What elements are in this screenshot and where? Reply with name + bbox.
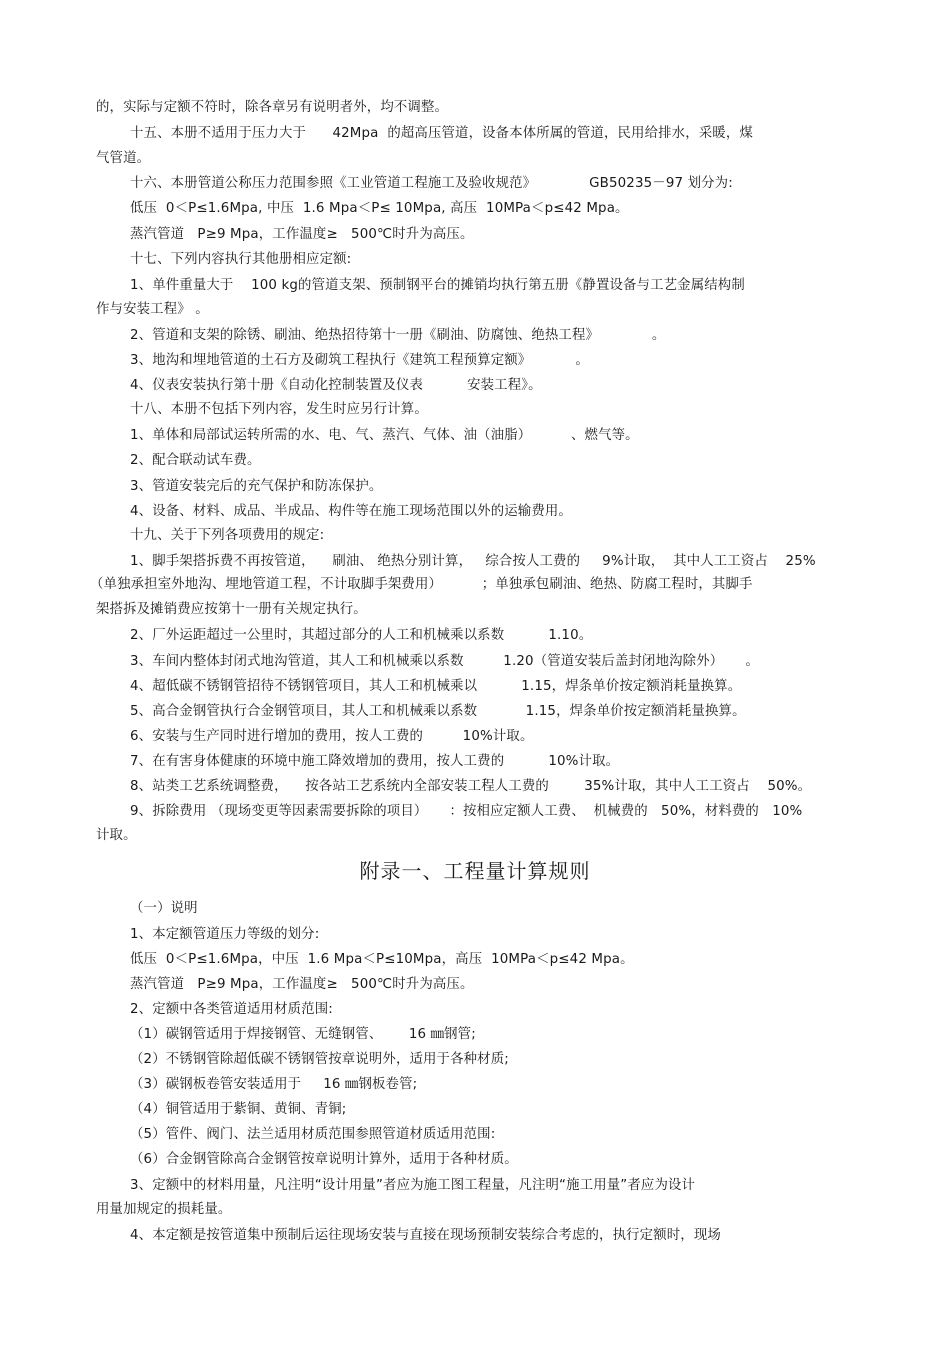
text-line: 架搭拆及摊销费应按第十一册有关规定执行。 <box>96 602 367 617</box>
text-line: 的，实际与定额不符时，除各章另有说明者外，均不调整。 <box>96 100 449 115</box>
text-line: （1）碳钢管适用于焊接钢管、无缝钢管、 16 ㎜钢管; <box>130 1027 476 1042</box>
text-line: 9、拆除费用 （现场变更等因素需要拆除的项目） ：按相应定额人工费、 机械费的 50%，材料费的 10% <box>130 804 803 819</box>
text-line: 十五、本册不适用于压力大于 42Mpa 的超高压管道，设备本体所属的管道，民用给排水，采暖，煤 <box>130 126 753 141</box>
text-line: （单独承担室外地沟、埋地管道工程，不计取脚手架费用） ；单独承包刷油、绝热、防腐工程时，其脚手 <box>90 577 753 592</box>
text-line: 3、管道安装完后的充气保护和防冻保护。 <box>130 479 383 494</box>
text-line: 2、配合联动试车费。 <box>130 453 261 468</box>
text-line: （3）碳钢板卷管安装适用于 16 ㎜钢板卷管; <box>130 1077 418 1092</box>
text-line: 4、超低碳不锈钢管招待不锈钢管项目，其人工和机械乘以 1.15，焊条单价按定额消耗量换算。 <box>130 679 742 694</box>
text-line: 用量加规定的损耗量。 <box>96 1202 232 1217</box>
text-line: 气管道。 <box>96 151 151 166</box>
text-line: 十七、下列内容执行其他册相应定额: <box>130 252 352 267</box>
text-line: 蒸汽管道 P≥9 Mpa，工作温度≥ 500℃时升为高压。 <box>130 227 474 242</box>
text-line: （一）说明 <box>130 901 198 916</box>
text-line: （2）不锈钢管除超低碳不锈钢管按章说明外，适用于各种材质; <box>130 1052 509 1067</box>
text-line: 3、车间内整体封闭式地沟管道，其人工和机械乘以系数 1.20（管道安装后盖封闭地沟除外） 。 <box>130 654 759 669</box>
text-line: 十六、本册管道公称压力范围参照《工业管道工程施工及验收规范》 GB50235－97 划分为: <box>130 176 733 191</box>
text-line: 十九、关于下列各项费用的规定: <box>130 528 325 543</box>
text-line: 7、在有害身体健康的环境中施工降效增加的费用，按人工费的 10%计取。 <box>130 754 620 769</box>
text-line: 低压 0＜P≤1.6Mpa, 中压 1.6 Mpa＜P≤ 10Mpa, 高压 10MPa＜p≤42 Mpa。 <box>130 201 629 216</box>
text-line: 蒸汽管道 P≥9 Mpa，工作温度≥ 500℃时升为高压。 <box>130 977 474 992</box>
text-line: 2、定额中各类管道适用材质范围: <box>130 1002 333 1017</box>
text-line: （6）合金钢管除高合金钢管按章说明计算外，适用于各种材质。 <box>130 1152 518 1167</box>
text-line: 6、安装与生产同时进行增加的费用，按人工费的 10%计取。 <box>130 729 534 744</box>
text-line: 4、本定额是按管道集中预制后运往现场安装与直接在现场预制安装综合考虑的，执行定额时，现场 <box>130 1228 721 1243</box>
text-line: 3、定额中的材料用量，凡注明“设计用量”者应为施工图工程量，凡注明“施工用量”者应为设计 <box>130 1178 696 1193</box>
text-line: （5）管件、阀门、法兰适用材质范围参照管道材质适用范围: <box>130 1127 496 1142</box>
text-line: 2、管道和支架的除锈、刷油、绝热招待第十一册《刷油、防腐蚀、绝热工程》 。 <box>130 328 666 343</box>
text-line: 8、站类工艺系统调整费， 按各站工艺系统内全部安装工程人工费的 35%计取，其中人工工资占 50%。 <box>130 779 812 794</box>
text-line: 4、仪表安装执行第十册《自动化控制装置及仪表 安装工程》。 <box>130 378 542 393</box>
text-line: 3、地沟和埋地管道的土石方及砌筑工程执行《建筑工程预算定额》 。 <box>130 353 589 368</box>
text-line: 1、本定额管道压力等级的划分: <box>130 927 320 942</box>
text-line: 1、脚手架搭拆费不再按管道， 刷油、 绝热分别计算， 综合按人工费的 9%计取， 其中人工工资占 25% <box>130 554 816 569</box>
text-line: 5、高合金钢管执行合金钢管项目，其人工和机械乘以系数 1.15，焊条单价按定额消耗量换算。 <box>130 704 746 719</box>
text-line: 低压 0＜P≤1.6Mpa，中压 1.6 Mpa＜P≤10Mpa，高压 10MPa＜p≤42 Mpa。 <box>130 952 634 967</box>
text-line: 十八、本册不包括下列内容，发生时应另行计算。 <box>130 402 428 417</box>
text-line: 作与安装工程》 。 <box>96 302 209 317</box>
text-line: 4、设备、材料、成品、半成品、构件等在施工现场范围以外的运输费用。 <box>130 504 572 519</box>
text-line: （4）铜管适用于紫铜、黄铜、青铜; <box>130 1102 347 1117</box>
text-line: 计取。 <box>96 828 137 843</box>
text-line: 1、单体和局部试运转所需的水、电、气、蒸汽、气体、油（油脂） 、燃气等。 <box>130 428 639 443</box>
text-line: 1、单件重量大于 100 kg的管道支架、预制钢平台的摊销均执行第五册《静置设备与工艺金属结构制 <box>130 278 745 293</box>
text-line: 2、厂外运距超过一公里时，其超过部分的人工和机械乘以系数 1.10。 <box>130 628 593 643</box>
section-heading: 附录一、工程量计算规则 <box>359 859 591 883</box>
